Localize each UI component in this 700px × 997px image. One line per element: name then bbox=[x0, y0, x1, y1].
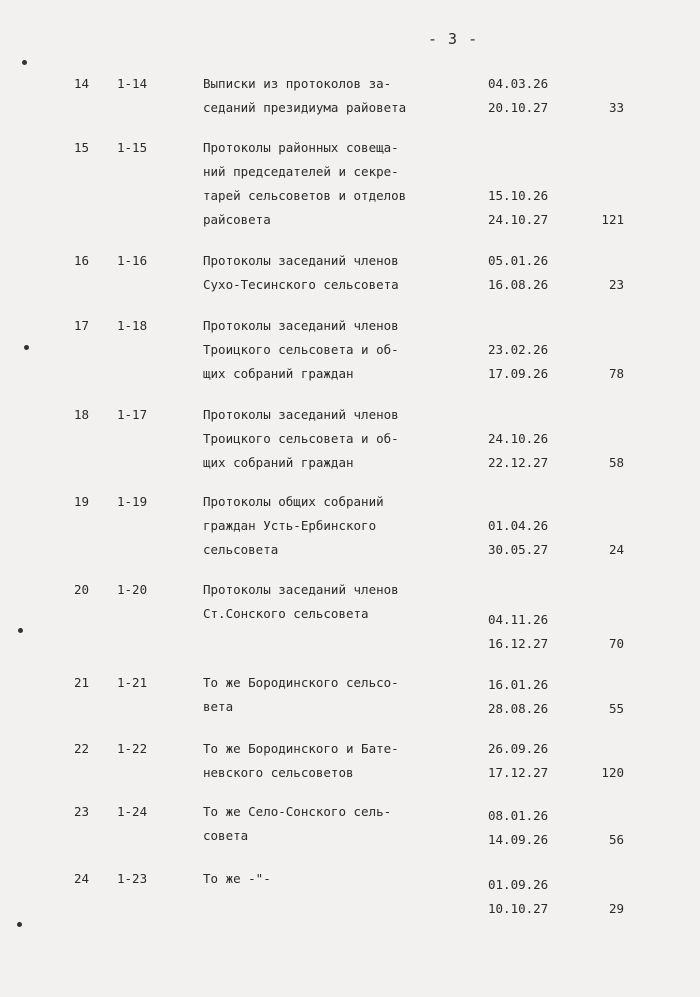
entry-number: 18 bbox=[74, 407, 90, 422]
description-line: То же -"- bbox=[203, 871, 271, 886]
entry-description bbox=[203, 737, 463, 785]
entry-code: 1-18 bbox=[117, 318, 148, 333]
description-line: То же Бородинского сельсо- bbox=[203, 675, 399, 690]
entry-description bbox=[203, 800, 463, 848]
entry-number: 22 bbox=[74, 741, 90, 756]
entry-number: 14 bbox=[74, 76, 90, 91]
entry-code: 1-16 bbox=[117, 253, 148, 268]
entry-number: 16 bbox=[74, 253, 90, 268]
sheet-count: 78 bbox=[608, 366, 624, 381]
description-line: Сухо-Тесинского сельсовета bbox=[203, 277, 399, 292]
description-line: То же Бородинского и Бате- bbox=[203, 741, 399, 756]
description-line: Протоколы общих собраний bbox=[203, 494, 384, 509]
entry-description bbox=[203, 314, 463, 386]
date-end: 28.08.26 bbox=[488, 701, 549, 716]
sheet-count: 55 bbox=[608, 701, 624, 716]
sheet-count: 120 bbox=[601, 765, 624, 780]
entry-dates bbox=[488, 184, 568, 232]
description-line: седаний президиума райовета bbox=[203, 100, 407, 115]
entry-dates bbox=[488, 514, 568, 562]
description-line: То же Село-Сонского сель- bbox=[203, 804, 392, 819]
entry-code: 1-23 bbox=[117, 871, 148, 886]
entry-dates bbox=[488, 737, 568, 785]
entry-dates bbox=[488, 673, 568, 721]
entry-description bbox=[203, 249, 463, 297]
date-end: 16.08.26 bbox=[488, 277, 549, 292]
description-line: Протоколы районных совеща- bbox=[203, 140, 399, 155]
entry-code: 1-22 bbox=[117, 741, 148, 756]
entry-dates bbox=[488, 338, 568, 386]
punch-mark bbox=[22, 60, 27, 65]
entry-code: 1-24 bbox=[117, 804, 148, 819]
date-start: 16.01.26 bbox=[488, 677, 549, 692]
description-line: Троицкого сельсовета и об- bbox=[203, 431, 399, 446]
description-line: ний председателей и секре- bbox=[203, 164, 399, 179]
entry-number: 21 bbox=[74, 675, 90, 690]
date-end: 22.12.27 bbox=[488, 455, 549, 470]
description-line: совета bbox=[203, 828, 249, 843]
date-end: 17.09.26 bbox=[488, 366, 549, 381]
entry-code: 1-17 bbox=[117, 407, 148, 422]
entry-dates bbox=[488, 608, 568, 656]
entry-description bbox=[203, 136, 463, 232]
sheet-count: 29 bbox=[608, 901, 624, 916]
entry-code: 1-14 bbox=[117, 76, 148, 91]
entry-dates bbox=[488, 804, 568, 852]
date-start: 05.01.26 bbox=[488, 253, 549, 268]
page-number: - 3 - bbox=[428, 30, 479, 48]
punch-mark bbox=[18, 628, 23, 633]
date-start: 04.03.26 bbox=[488, 76, 549, 91]
description-line: Протоколы заседаний членов bbox=[203, 318, 399, 333]
entry-number: 17 bbox=[74, 318, 90, 333]
description-line: Ст.Сонского сельсовета bbox=[203, 606, 369, 621]
entry-code: 1-21 bbox=[117, 675, 148, 690]
entry-code: 1-20 bbox=[117, 582, 148, 597]
description-line: вета bbox=[203, 699, 234, 714]
entry-dates bbox=[488, 249, 568, 297]
entry-number: 19 bbox=[74, 494, 90, 509]
punch-mark bbox=[24, 345, 29, 350]
entry-description bbox=[203, 867, 463, 891]
description-line: райсовета bbox=[203, 212, 271, 227]
description-line: щих собраний граждан bbox=[203, 455, 354, 470]
punch-mark bbox=[17, 922, 22, 927]
description-line: сельсовета bbox=[203, 542, 279, 557]
description-line: Выписки из протоколов за- bbox=[203, 76, 392, 91]
entry-number: 20 bbox=[74, 582, 90, 597]
description-line: невского сельсоветов bbox=[203, 765, 354, 780]
date-end: 17.12.27 bbox=[488, 765, 549, 780]
date-start: 08.01.26 bbox=[488, 808, 549, 823]
entry-number: 24 bbox=[74, 871, 90, 886]
description-line: Протоколы заседаний членов bbox=[203, 253, 399, 268]
date-start: 15.10.26 bbox=[488, 188, 549, 203]
date-end: 30.05.27 bbox=[488, 542, 549, 557]
sheet-count: 58 bbox=[608, 455, 624, 470]
sheet-count: 33 bbox=[608, 100, 624, 115]
date-start: 26.09.26 bbox=[488, 741, 549, 756]
description-line: Троицкого сельсовета и об- bbox=[203, 342, 399, 357]
entry-description bbox=[203, 671, 463, 719]
date-start: 24.10.26 bbox=[488, 431, 549, 446]
description-line: Протоколы заседаний членов bbox=[203, 582, 399, 597]
entry-code: 1-19 bbox=[117, 494, 148, 509]
entry-description bbox=[203, 72, 463, 120]
entry-dates bbox=[488, 427, 568, 475]
entry-dates bbox=[488, 72, 568, 120]
date-end: 10.10.27 bbox=[488, 901, 549, 916]
sheet-count: 70 bbox=[608, 636, 624, 651]
date-end: 14.09.26 bbox=[488, 832, 549, 847]
description-line: граждан Усть-Ербинского bbox=[203, 518, 377, 533]
sheet-count: 56 bbox=[608, 832, 624, 847]
sheet-count: 24 bbox=[608, 542, 624, 557]
date-end: 20.10.27 bbox=[488, 100, 549, 115]
sheet-count: 121 bbox=[601, 212, 624, 227]
entry-description bbox=[203, 490, 463, 562]
description-line: щих собраний граждан bbox=[203, 366, 354, 381]
description-line: тарей сельсоветов и отделов bbox=[203, 188, 407, 203]
date-start: 01.09.26 bbox=[488, 877, 549, 892]
entry-dates bbox=[488, 873, 568, 921]
entry-description bbox=[203, 403, 463, 475]
entry-description bbox=[203, 578, 463, 626]
entry-code: 1-15 bbox=[117, 140, 148, 155]
entry-number: 15 bbox=[74, 140, 90, 155]
date-start: 23.02.26 bbox=[488, 342, 549, 357]
date-end: 16.12.27 bbox=[488, 636, 549, 651]
entry-number: 23 bbox=[74, 804, 90, 819]
date-end: 24.10.27 bbox=[488, 212, 549, 227]
date-start: 01.04.26 bbox=[488, 518, 549, 533]
date-start: 04.11.26 bbox=[488, 612, 549, 627]
description-line: Протоколы заседаний членов bbox=[203, 407, 399, 422]
sheet-count: 23 bbox=[608, 277, 624, 292]
